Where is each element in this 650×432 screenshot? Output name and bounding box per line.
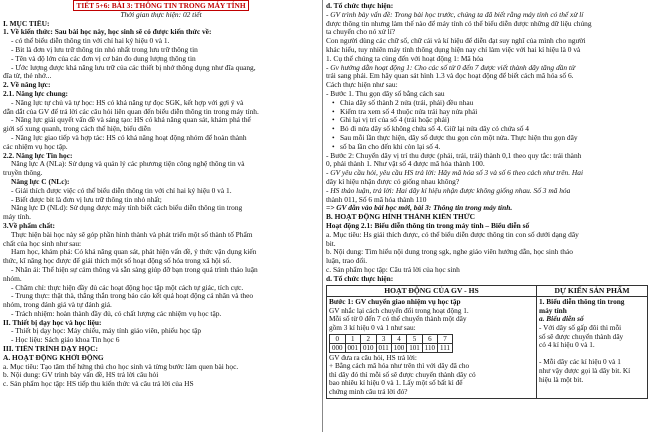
left-text-line: chất của học sinh như sau: (3, 239, 82, 248)
left-text-line: - Nhân ái: Thể hiện sự cảm thông và sẵn sàng giúp đỡ bạn trong quá trình thảo luận (11, 265, 258, 274)
left-text-line: - Năng lực tự chủ và tự học: HS có khả năng tự đọc SGK, kết hợp với gợi ý và (11, 98, 244, 107)
left-text-line: máy tính. (3, 213, 31, 222)
left-text-line: 2.2. Năng lực Tin học: (3, 151, 73, 160)
left-text-line: dẫn dắt của GV để trả lời các câu hỏi liên quan đến biểu diễn thông tin trong máy tính. (3, 107, 259, 116)
right-text-line: b. Nội dung: Tìm hiểu nội dung trong sgk, nghe giáo viên hướng dẫn, học sinh thảo (326, 248, 573, 257)
expected-product-line: a. Biểu diễn số (539, 315, 584, 324)
left-text-line: Thực hiện bài học này sẽ góp phần hình thành và phát triển một số thành tố Phẩm (11, 230, 253, 239)
left-text-line: - Học liệu: Sách giáo khoa Tin học 6 (11, 336, 120, 345)
left-text-line: - Bit là đơn vị lưu trữ thông tin nhỏ nhất trong lưu trữ thông tin (11, 45, 198, 54)
activity-left-line: Bước 1: GV chuyển giao nhiệm vụ học tập (329, 298, 461, 307)
expected-product-line: 1. Biểu diễn thông tin trong (539, 298, 625, 307)
left-text-line: I. MỤC TIÊU: (3, 19, 50, 28)
activity-left-line: GV đưa ra câu hỏi, HS trả lời: (329, 353, 417, 362)
binary-number-cell: 2 (361, 334, 377, 343)
expected-product-line: như vậy được gọi là dãy bit. Kí (539, 367, 631, 376)
left-text-line: c. Sản phẩm học tập: HS tiếp thu kiến thức và câu trả lời của HS (3, 380, 194, 389)
left-text-line: Năng lực D (NLd): Sử dụng được máy tính biết cách biểu diễn thông tin trong (11, 204, 243, 213)
right-text-line: được thông tin nhưng làm thế nào để máy tính có thể biểu diễn được những dữ liệu chúng (326, 19, 592, 28)
right-text-line: Hoạt động 2.1: Biểu diễn thông tin trong máy tính – Biểu diễn số (326, 221, 530, 230)
activity-left-line: thì dãy đó thì mỗi số sẽ được chuyển thành dãy có (329, 370, 476, 379)
expected-product-line: máy tính (539, 306, 567, 315)
step-bullet-item: • Bỏ đi nửa dãy số không chứa số 4. Giữ lại nửa dãy có chứa số 4 (326, 125, 647, 134)
activity-left-line: gồm 3 kí hiệu 0 và 1 như sau: (329, 324, 416, 333)
left-text-line: - Ước lượng được khả năng lưu trữ của các thiết bị nhớ thông dụng như đĩa quang, (11, 63, 256, 72)
right-text-line: luận, trao đổi. (326, 257, 368, 266)
right-text-line: dãy kí hiệu nhận được có giống nhau không? (326, 177, 460, 186)
right-text-line: trái sang phải. Em hãy quan sát hình 1.3 và đọc hoạt động để biết cách mã hóa số 6. (326, 72, 574, 81)
right-text-line: - Bước 1. Thu gọn dãy số bằng cách sau (326, 89, 445, 98)
left-text-line: thức, kĩ năng học được để giải thích một số hoạt động số hóa trong xã hội số. (3, 257, 232, 266)
right-text-line: bit. (326, 239, 336, 248)
activity-table (326, 285, 648, 399)
right-text-line: Cách thực hiện như sau: (326, 81, 398, 90)
activity-left-line: GV nhắc lại cách chuyển đổi trong hoạt động 1. (329, 306, 469, 315)
binary-code-cell: 010 (361, 343, 377, 352)
binary-number-cell: 3 (376, 334, 391, 343)
right-text-line: - HS thảo luận, trả lời: Hai dãy kí hiệu nhận được không giống nhau. Số 3 mã hóa (326, 186, 571, 195)
left-text-line: Ham học, khám phá: Có khả năng quan sát, phát hiện vấn đề, ý thức vận dụng kiến (11, 248, 257, 257)
right-text-line: 1. Cụ thể chúng ta cùng đến với hoạt động 1: Mã hóa (326, 54, 484, 63)
activity-table-header (327, 285, 648, 297)
right-text-line: a. Mục tiêu: Hs giải thích được, có thể biểu diễn được thông tin con số dưới dạng dãy (326, 230, 579, 239)
right-text-line: c. Sản phẩm học tập: Câu trả lời của học sinh (326, 265, 460, 274)
left-text-line: - Biết được bit là đơn vị lưu trữ thông tin nhỏ nhất; (11, 195, 162, 204)
right-text-line: thành 011, Số 6 mã hóa thành 110 (326, 195, 427, 204)
right-text-block-2 (326, 152, 647, 284)
activity-header-left: HOẠT ĐỘNG CỦA GV - HS (327, 285, 537, 297)
right-text-line: khác hiểu, tuy nhiên máy tính thông dụng hiện nay chỉ làm việc với hai kí hiệu là 0 và (326, 45, 581, 54)
activity-left-line: chứng minh câu trả lời đó? (329, 388, 408, 397)
right-text-line: B. HOẠT ĐỘNG HÌNH THÀNH KIẾN THỨC (326, 213, 475, 222)
right-text-line: Con người dùng các chữ số, chữ cái và kí hiệu để diễn đạt suy nghĩ của mình cho người (326, 37, 586, 46)
left-text-line: a. Mục tiêu: Tạo tâm thế hứng thú cho học sinh và từng bước làm quen bài học. (3, 362, 239, 371)
binary-number-cell: 4 (391, 334, 407, 343)
step-bullet-list (326, 99, 647, 152)
expected-product-line: hiệu là một bit. (539, 375, 584, 384)
binary-code-row (330, 343, 453, 352)
right-text-line: - GV trình bày vấn đề: Trong bài học trước, chúng ta đã biết rằng máy tính có thể xử lí (326, 10, 584, 19)
right-text-block (326, 2, 647, 99)
left-text-line: A. HOẠT ĐỘNG KHỞI ĐỘNG (3, 353, 104, 362)
right-text-line: - GV yêu cầu hỏi, yêu cầu HS trả lời: Hãy mã hóa số 3 và số 6 theo cách như trên. Hai (326, 169, 584, 178)
expected-product-line: có 4 kí hiệu 0 và 1. (539, 341, 595, 350)
binary-code-cell: 011 (376, 343, 391, 352)
right-text-line: => GV dẫn vào bài học mới, bài 3: Thông tin trong máy tính. (326, 204, 513, 213)
expected-product-line: - Mỗi dãy các kí hiệu 0 và 1 (539, 358, 621, 367)
left-text-line: - Năng lực giải quyết vấn đề và sáng tạo: HS có khả năng quan sát, khám phá thế (11, 116, 251, 125)
right-column (326, 2, 647, 399)
right-text-line: - Bước 2: Chuyển dãy vị trí thu được (phải, trái, trái) thành 0,1 theo quy tắc: trái thành (326, 151, 582, 160)
expected-product-text (539, 298, 645, 384)
left-text-line: - Trách nhiệm: hoàn thành đầy đủ, có chất lượng các nhiệm vụ học tập. (11, 309, 222, 318)
activity-cell-right (537, 297, 648, 398)
lesson-duration: Thời gian thực hiện: 02 tiết (120, 9, 202, 19)
expected-product-line: số sẽ được chuyển thành dãy (539, 332, 624, 341)
left-text-line: - Thiết bị dạy học: Máy chiếu, máy tính giáo viên, phiếu học tập (11, 327, 202, 336)
left-text-line: nhóm, trong đánh giá và tự đánh giá. (3, 301, 112, 310)
binary-code-cell: 001 (345, 343, 361, 352)
binary-number-cell: 1 (345, 334, 361, 343)
activity-header-right: DỰ KIẾN SẢN PHẨM (537, 285, 648, 297)
right-text-line: ta chuyển cho nó xử lí? (326, 28, 396, 37)
step-bullet-item: • Sau mỗi lần thực hiện, dãy số được thu gọn còn một nửa. Thực hiện thu gọn dãy (326, 134, 647, 143)
binary-code-cell: 111 (438, 343, 453, 352)
activity-left-line: bao nhiêu kí hiệu 0 và 1. Lấy một số bất kì để (329, 379, 463, 388)
left-text-line: 2.1. Năng lực chung: (3, 89, 69, 98)
right-text-line: 0, phải thành 1. Như vật số 4 được mã hóa thành 100. (326, 160, 485, 169)
left-text-line: Năng lực A (NLa): Sử dụng và quản lý các phương tiện công nghệ thông tin và (11, 160, 245, 169)
binary-number-row (330, 334, 453, 343)
binary-code-cell: 100 (391, 343, 407, 352)
lesson-title-text: TIẾT 5+6: BÀI 3: THÔNG TIN TRONG MÁY TÍNH (73, 0, 248, 11)
left-text-line: 3.Về phẩm chất: (3, 221, 55, 230)
left-text-line: - Tên và độ lớn của các đơn vị cơ bản đo dung lượng thông tin (11, 54, 196, 63)
left-text-line: đĩa từ, thẻ nhớ... (3, 72, 52, 81)
binary-number-cell: 6 (422, 334, 437, 343)
binary-code-cell: 000 (330, 343, 346, 352)
left-text-line: - Trung thực: thật thà, thẳng thắn trong báo cáo kết quả hoạt động cá nhân và theo (11, 292, 254, 301)
activity-left-line: Mỗi số từ 0 đến 7 có thể chuyển thành một dãy (329, 315, 467, 324)
activity-table-row (327, 297, 648, 398)
left-text-line: b. Nội dung: GV trình bày vấn đề, HS trả lời câu hỏi (3, 371, 159, 380)
expected-product-line: - Với dãy số gấp đôi thì mỗi (539, 324, 622, 333)
activity-left-line: + Bằng cách mã hóa như trên thì với dãy đã cho (329, 362, 470, 371)
left-text-line: - có thể biểu diễn thông tin với chỉ hai ký hiệu 0 và 1. (11, 37, 170, 46)
left-text-line: - Năng lực giao tiếp và hợp tác: HS có khả năng hoạt động nhóm để hoàn thành (11, 133, 247, 142)
binary-code-cell: 101 (407, 343, 423, 352)
step-bullet-item: • Kiểm tra xem số 4 thuộc nửa trái hay nửa phải (326, 108, 647, 117)
activity-left-text (329, 298, 534, 332)
left-text-line: 2. Về năng lực: (3, 81, 51, 90)
binary-number-cell: 7 (438, 334, 453, 343)
right-text-line: d. Tổ chức thực hiện: (326, 274, 394, 283)
expected-product-line (539, 350, 645, 359)
binary-code-table (329, 334, 453, 353)
activity-left-text-2 (329, 354, 534, 397)
left-column (3, 2, 319, 389)
activity-cell-left (327, 297, 537, 398)
left-text-line: giới số xung quanh, trong cách thể hiện, biểu diễn (3, 125, 151, 134)
left-text-block (3, 20, 319, 389)
left-text-line: Năng lực C (NLc): (11, 177, 70, 186)
binary-code-cell: 110 (422, 343, 437, 352)
binary-number-cell: 0 (330, 334, 346, 343)
left-text-line: truyền thông. (3, 169, 43, 178)
column-divider (322, 0, 323, 432)
right-text-line: - Gv hướng dẫn hoạt động 1: Cho các số từ 0 đến 7 được viết thành dãy tăng dần từ (326, 63, 575, 72)
left-text-line: 1. Về kiến thức: Sau bài học này, học sinh sẽ có được kiến thức về: (3, 28, 212, 37)
left-text-line: - Chăm chỉ: thực hiện đầy đủ các hoạt động học tập một cách tự giác, tích cực. (11, 283, 244, 292)
left-text-line: nhóm. (3, 274, 22, 283)
left-text-line: - Giải thích được việc có thể biểu diễn thông tin với chỉ hai ký hiệu 0 và 1. (11, 186, 232, 195)
step-bullet-item: • Chia dãy số thành 2 nửa (trái, phải) đều nhau (326, 99, 647, 108)
right-text-line: d. Tổ chức thực hiện: (326, 2, 394, 10)
binary-number-cell: 5 (407, 334, 423, 343)
left-text-line: các nhiệm vụ học tập. (3, 142, 68, 151)
step-bullet-item: • Ghi lại vị trí của số 4 (trái hoặc phải) (326, 116, 647, 125)
left-text-line: III. TIẾN TRÌNH DẠY HỌC: (3, 345, 98, 354)
step-bullet-item: • số ba lần cho đến khi còn lại số 4. (326, 143, 647, 152)
left-text-line: II. Thiết bị dạy học và học liệu: (3, 318, 102, 327)
